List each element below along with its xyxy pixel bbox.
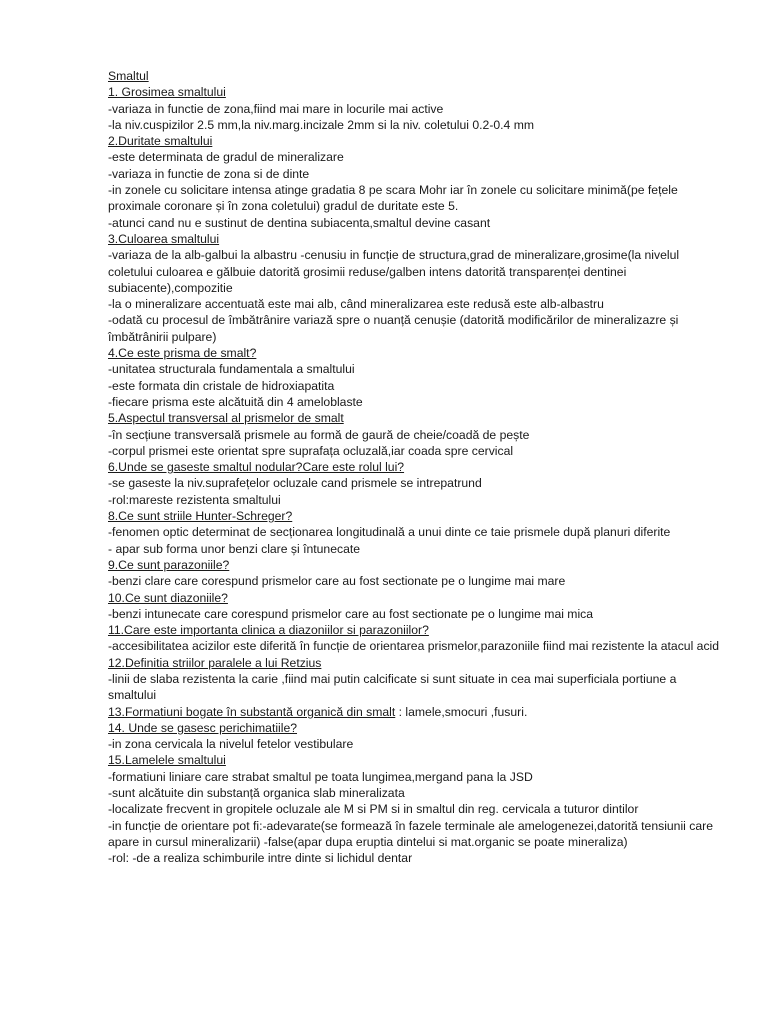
section-heading-13: 13.Formatiuni bogate în substantă organică din smalt xyxy=(108,704,396,719)
section-line: -accesibilitatea acizilor este diferită în funcție de orientarea prismelor,parazoniile fiind mai rezistente la atacul acid xyxy=(108,639,720,654)
section-line: -rol:mareste rezistenta smaltului xyxy=(108,492,281,507)
document-page xyxy=(108,68,720,867)
section-line: -la niv.cuspizilor 2.5 mm,la niv.marg.incizale 2mm si la niv. coletului 0.2-0.4 mm xyxy=(108,117,535,132)
section-line: -sunt alcătuite din substanță organica slab mineralizata xyxy=(108,786,405,801)
section-line: -in zona cervicala la nivelul fetelor vestibulare xyxy=(108,737,354,752)
section-heading-15: 15.Lamelele smaltului xyxy=(108,753,226,768)
section-line: -se gaseste la niv.suprafețelor ocluzale cand prismele se intrepatrund xyxy=(108,476,482,491)
section-line: -variaza in functie de zona si de dinte xyxy=(108,166,310,181)
section-heading-2: 2.Duritate smaltului xyxy=(108,134,213,149)
section-line: -benzi intunecate care corespund prismelor care au fost sectionate pe o lungime mai mica xyxy=(108,606,594,621)
section-line: -este formata din cristale de hidroxiapatita xyxy=(108,378,335,393)
section-heading-4: 4.Ce este prisma de smalt? xyxy=(108,346,257,361)
section-line: -la o mineralizare accentuată este mai alb, când mineralizarea este redusă este alb-albastru xyxy=(108,297,604,312)
section-heading-1: 1. Grosimea smaltului xyxy=(108,85,226,100)
section-line: -în secțiune transversală prismele au formă de gaură de cheie/coadă de pește xyxy=(108,427,530,442)
section-heading-5: 5.Aspectul transversal al prismelor de smalt xyxy=(108,411,344,426)
section-heading-14: 14. Unde se gasesc perichimatiile? xyxy=(108,720,298,735)
section-heading-9: 9.Ce sunt parazoniile? xyxy=(108,557,230,572)
section-line: -odată cu procesul de îmbătrânire variază spre o nuanță cenușie (datorită modificărilor de mineralizazre și îmbătrânirii pulpare) xyxy=(108,313,679,344)
section-line: -este determinata de gradul de mineralizare xyxy=(108,150,344,165)
section-line: -variaza de la alb-galbui la albastru -cenusiu in funcție de structura,grad de mineralizare,grosime(la nivelul coletului culoarea e gălbuie datorită grosimii reduse/galben intens datorită transparenței dentinei subiacente),compozitie xyxy=(108,248,680,295)
section-line: -fiecare prisma este alcătuită din 4 ameloblaste xyxy=(108,394,363,409)
section-line: -in zonele cu solicitare intensa atinge gradatia 8 pe scara Mohr iar în zonele cu solicitare minimă(pe fețele proximale coronare și în zona coletului) gradul de duritate este 5. xyxy=(108,183,678,214)
section-heading-12: 12.Definitia striilor paralele a lui Retzius xyxy=(108,655,322,670)
section-line: -formatiuni liniare care strabat smaltul pe toata lungimea,mergand pana la JSD xyxy=(108,769,533,784)
section-heading-10: 10.Ce sunt diazoniile? xyxy=(108,590,228,605)
section-heading-11: 11.Care este importanta clinica a diazoniilor si parazoniilor? xyxy=(108,623,429,638)
section-line: -rol: -de a realiza schimburile intre dinte si lichidul dentar xyxy=(108,851,413,866)
section-heading-6: 6.Unde se gaseste smaltul nodular?Care este rolul lui? xyxy=(108,460,405,475)
section-heading-13-tail: : lamele,smocuri ,fusuri. xyxy=(395,704,528,719)
section-line: -unitatea structurala fundamentala a smaltului xyxy=(108,362,355,377)
section-line: -linii de slaba rezistenta la carie ,fiind mai putin calcificate si sunt situate in cea mai superficiala portiune a smaltului xyxy=(108,671,677,703)
section-line: -fenomen optic determinat de secționarea longitudinală a unui dinte ce taie prismele după planuri diferite xyxy=(108,525,671,540)
section-line: -localizate frecvent in gropitele ocluzale ale M si PM si in smaltul din reg. cervicala a tuturor dintilor xyxy=(108,802,639,817)
section-13-line xyxy=(108,704,720,720)
section-line: -benzi clare care corespund prismelor care au fost sectionate pe o lungime mai mare xyxy=(108,574,566,589)
section-line: - apar sub forma unor benzi clare și întunecate xyxy=(108,541,361,556)
section-line: -atunci cand nu e sustinut de dentina subiacenta,smaltul devine casant xyxy=(108,215,491,230)
section-line: -in funcție de orientare pot fi:-adevarate(se formează în fazele terminale ale amelogenezei,datorită tensiunii care apare in cursul mineralizarii) -false(apar dupa eruptia dintelui si mat.organic se poate mineraliza) xyxy=(108,818,713,849)
section-line: -corpul prismei este orientat spre suprafața ocluzală,iar coada spre cervical xyxy=(108,443,514,458)
document-title: Smaltul xyxy=(108,69,149,83)
section-heading-8: 8.Ce sunt striile Hunter-Schreger? xyxy=(108,509,293,524)
section-line: -variaza in functie de zona,fiind mai mare in locurile mai active xyxy=(108,101,444,116)
section-heading-3: 3.Culoarea smaltului xyxy=(108,231,220,246)
